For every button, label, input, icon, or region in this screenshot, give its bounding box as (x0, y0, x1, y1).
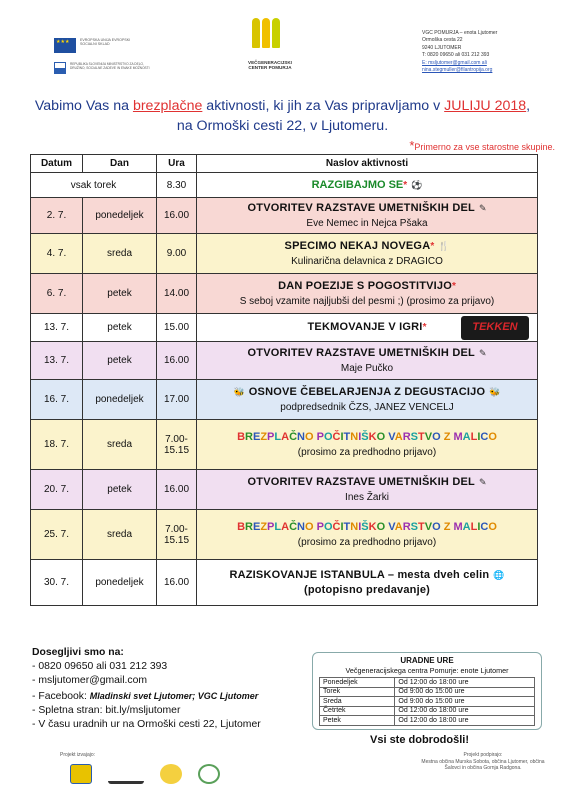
bee-icon: 🐝 (233, 386, 245, 397)
address-line: Ormoška cesta 22 (422, 37, 463, 44)
office-hours-box (312, 652, 542, 730)
address-phone: T: 0820 09650 ali 031 212 393 (422, 52, 490, 59)
table-row (31, 314, 538, 342)
row-day: petek (83, 274, 157, 314)
row-subtitle: Kulinarična delavnica z DRAGICO (291, 255, 443, 267)
row-title-cell (197, 342, 538, 380)
logo-figure (272, 18, 280, 48)
vgc-logo-text (248, 60, 292, 71)
row-star: * (452, 280, 456, 292)
row-day: sreda (83, 420, 157, 470)
row-time-end: 15.15 (163, 444, 190, 456)
row-time: 16.00 (157, 560, 197, 606)
cutlery-icon: 🍴 (438, 240, 450, 251)
row-day-cell (83, 314, 157, 342)
row-title: OSNOVE ČEBELARJENJA Z DEGUSTACIJO (248, 385, 486, 398)
vgc-name-line2: CENTER POMURJA (248, 65, 292, 71)
contact-phone[interactable]: 0820 09650 ali 031 212 393 (38, 661, 168, 673)
row-subtitle: (potopisno predavanje) (303, 583, 431, 596)
hours-row (320, 706, 535, 716)
row-star: * (422, 322, 427, 333)
row-time: 9.00 (157, 234, 197, 274)
table-row (31, 234, 538, 274)
hours-day: Četrtek (320, 706, 395, 716)
row-title: BREZPLAČNO POČITNIŠKO VARSTVO Z MALICO (237, 520, 497, 533)
row-time: 7.00- (165, 523, 188, 535)
hours-row (320, 716, 535, 726)
row-title: DAN POEZIJE S POGOSTITVIJO (278, 279, 452, 292)
football-icon: ⚽ (411, 179, 423, 190)
schedule-table (30, 154, 538, 606)
col-ura: Ura (157, 155, 197, 173)
row-time: 16.00 (157, 470, 197, 510)
row-title: OTVORITEV RAZSTAVE UMETNIŠKIH DEL (247, 346, 475, 359)
intro-text (20, 96, 545, 136)
row-subtitle: Eve Nemec in Nejca Pšaka (306, 217, 428, 229)
row-day: ponedeljek (83, 198, 157, 234)
logo-figure (262, 18, 270, 48)
row-title-cell (197, 274, 538, 314)
eu-flag-icon (54, 38, 76, 53)
intro-highlight-free: brezplačne (132, 98, 203, 114)
table-row (31, 380, 538, 420)
row-day: petek (83, 342, 157, 380)
footer-supporters-list: Mestna občina Murska Sobota, občina Ljutomer, občina Šalovci in občina Gornja Radgona. (421, 758, 545, 772)
row-day: petek (83, 470, 157, 510)
row-time: 17.00 (157, 380, 197, 420)
row-title: TEKMOVANJE V IGRI (307, 321, 423, 333)
contact-phone-line: - 0820 09650 ali 031 212 393 (32, 661, 168, 673)
contact-web-line: - Spletna stran: bit.ly/msljutomer (32, 704, 181, 716)
contact-email[interactable]: msljutomer@gmail.com (38, 675, 148, 687)
facebook-label: Facebook: (38, 690, 90, 702)
row-time-cell (157, 510, 197, 560)
address-email-2[interactable]: nina.stegmuller@filantropija.org (422, 67, 493, 74)
hours-day: Ponedeljek (320, 678, 395, 688)
row-title-cell (197, 510, 538, 560)
row-time: 15.00 (157, 314, 197, 342)
row-date: 13. 7. (31, 342, 83, 380)
hours-day: Torek (320, 687, 395, 697)
table-header-row (31, 155, 538, 173)
row-day: ponedeljek (83, 380, 157, 420)
footer-supporters (418, 752, 548, 772)
row-day: sreda (83, 234, 157, 274)
row-star: * (403, 179, 408, 191)
age-note (409, 138, 555, 153)
vgc-logo (252, 18, 288, 52)
row-title-cell (197, 380, 538, 420)
row-star: * (430, 240, 435, 252)
hours-subtitle: Večgeneracijskega centra Pomurje: enote Ljutomer (345, 666, 509, 675)
row-subtitle: (prosimo za predhodno prijavo) (297, 536, 437, 548)
intro-line2: na Ormoški cesti 22, v Ljutomeru. (176, 118, 389, 134)
row-subtitle: podpredsednik ČZS, JANEZ VENCELJ (280, 401, 454, 413)
row-date: 25. 7. (31, 510, 83, 560)
hours-title: URADNE URE (400, 656, 454, 665)
hours-time: Od 9:00 do 15:00 ure (395, 697, 535, 707)
contact-facebook-line: - Facebook: Mladinski svet Ljutomer; VGC Ljutomer (32, 690, 259, 702)
hours-row (320, 687, 535, 697)
slovenia-crest-icon (54, 62, 66, 74)
table-row (31, 198, 538, 234)
pencil-icon: ✎ (478, 202, 487, 213)
bee-icon: 🐝 (489, 386, 501, 397)
row-subtitle: S seboj vzamite najljubši del pesmi ;) (prosimo za prijavo) (239, 295, 495, 307)
row-title: OTVORITEV RAZSTAVE UMETNIŠKIH DEL (247, 201, 475, 214)
row-date: 2. 7. (31, 198, 83, 234)
row-date: 4. 7. (31, 234, 83, 274)
row-date: 16. 7. (31, 380, 83, 420)
footer-supporters-label: Projekt podpirajo: (463, 752, 503, 758)
row-date: 6. 7. (31, 274, 83, 314)
row-title: BREZPLAČNO POČITNIŠKO VARSTVO Z MALICO (237, 430, 497, 443)
row-date: 20. 7. (31, 470, 83, 510)
hours-row (320, 678, 535, 688)
row-day: ponedeljek (83, 560, 157, 606)
row-title: RAZISKOVANJE ISTANBULA – mesta dveh celin (229, 568, 490, 581)
contact-office-line: - V času uradnih ur na Ormoški cesti 22, Ljutomer (32, 719, 261, 731)
row-date: 30. 7. (31, 560, 83, 606)
partner-logos (70, 762, 250, 786)
table-row (31, 274, 538, 314)
table-row (31, 510, 538, 560)
logo-figure (252, 18, 260, 48)
hours-row (320, 697, 535, 707)
page-header (0, 0, 565, 90)
mladinski-svet-logo-icon (108, 764, 144, 784)
row-title: OTVORITEV RAZSTAVE UMETNIŠKIH DEL (247, 475, 475, 488)
col-dan: Dan (83, 155, 157, 173)
contact-email-line: - msljutomer@gmail.com (32, 675, 148, 687)
welcome-text: Vsi ste dobrodošli! (370, 734, 470, 746)
intro-line1 (20, 96, 545, 116)
hours-day: Petek (320, 716, 395, 726)
address-block (422, 30, 497, 74)
row-time-end: 15.15 (163, 534, 190, 546)
row-title-cell (197, 173, 538, 198)
row-title-cell (197, 314, 538, 342)
address-line: VGC POMURJA – enota Ljutomer (422, 30, 498, 36)
intro-part: , (526, 98, 531, 114)
hours-time: Od 12:00 do 18:00 ure (395, 678, 535, 688)
row-time: 14.00 (157, 274, 197, 314)
row-subtitle: Maje Pučko (340, 362, 394, 374)
row-title-cell (197, 470, 538, 510)
row-time: 7.00- (165, 433, 188, 445)
col-naslov: Naslov aktivnosti (197, 155, 538, 173)
contact-web[interactable]: Spletna stran: bit.ly/msljutomer (38, 704, 181, 716)
pencil-icon: ✎ (478, 476, 487, 487)
intro-part: Vabimo Vas na (34, 98, 133, 114)
row-title: SPECIMO NEKAJ NOVEGA (284, 239, 431, 252)
contact-block (32, 646, 261, 732)
vgc-small-logo-icon (160, 764, 182, 784)
row-day: sreda (83, 510, 157, 560)
row-title: RAZGIBAJMO SE (311, 178, 404, 191)
table-row (31, 420, 538, 470)
municipality-crest-icon (70, 764, 92, 784)
row-date: 18. 7. (31, 420, 83, 470)
pencil-icon: ✎ (478, 347, 487, 358)
contact-office: V času uradnih ur na Ormoški cesti 22, Ljutomer (38, 719, 261, 731)
row-time: 16.00 (157, 342, 197, 380)
filantropija-logo-icon (198, 764, 220, 784)
row-subtitle: (prosimo za predhodno prijavo) (297, 446, 437, 458)
note-text: Primerno za vse starostne skupine. (414, 142, 555, 152)
row-time: 16.00 (157, 198, 197, 234)
hours-time: Od 9:00 do 15:00 ure (395, 687, 535, 697)
row-title-cell (197, 234, 538, 274)
hours-time: Od 12:00 do 18:00 ure (395, 716, 535, 726)
table-row (31, 560, 538, 606)
hours-day: Sreda (320, 697, 395, 707)
note-star: * (409, 138, 415, 153)
row-title-cell (197, 420, 538, 470)
table-row (31, 173, 538, 198)
col-datum: Datum (31, 155, 83, 173)
table-row (31, 470, 538, 510)
intro-part: aktivnosti, ki jih za Vas pripravljamo v (202, 98, 445, 114)
row-subtitle: Ines Žarki (345, 491, 389, 503)
vgc-name-line1: VEČGENERACIJSKI (248, 60, 292, 65)
row-date: 13. 7. (31, 314, 83, 342)
row-day: vsak torek (31, 173, 157, 198)
hours-table (319, 677, 535, 726)
globe-icon: 🌐 (493, 569, 505, 580)
address-email[interactable]: E: msljutomer@gmail.com ali (422, 59, 487, 66)
table-row (31, 342, 538, 380)
row-time: 8.30 (157, 173, 197, 198)
intro-highlight-month: JULIJU 2018 (444, 98, 527, 114)
ministry-label: REPUBLIKA SLOVENIJA MINISTRSTVO ZA DELO, DRUŽINO, SOCIALNE ZADEVE IN ENAKE MOŽNOSTI (70, 62, 150, 70)
address-line: 9240 LJUTOMER (422, 44, 462, 51)
row-title-cell (197, 560, 538, 606)
row-time-cell (157, 420, 197, 470)
hours-time: Od 12:00 do 18:00 ure (395, 706, 535, 716)
row-day: petek (107, 322, 132, 333)
tekken-logo-icon: TEKKEN (461, 316, 529, 340)
row-title-cell (197, 198, 538, 234)
footer-implementers-label: Projekt izvajajo: (60, 752, 96, 758)
eu-label: EVROPSKA UNIJA EVROPSKI SOCIALNI SKLAD (80, 38, 131, 47)
contact-facebook[interactable]: Mladinski svet Ljutomer; VGC Ljutomer (89, 690, 259, 701)
contact-heading: Dosegljivi smo na: (32, 647, 124, 658)
